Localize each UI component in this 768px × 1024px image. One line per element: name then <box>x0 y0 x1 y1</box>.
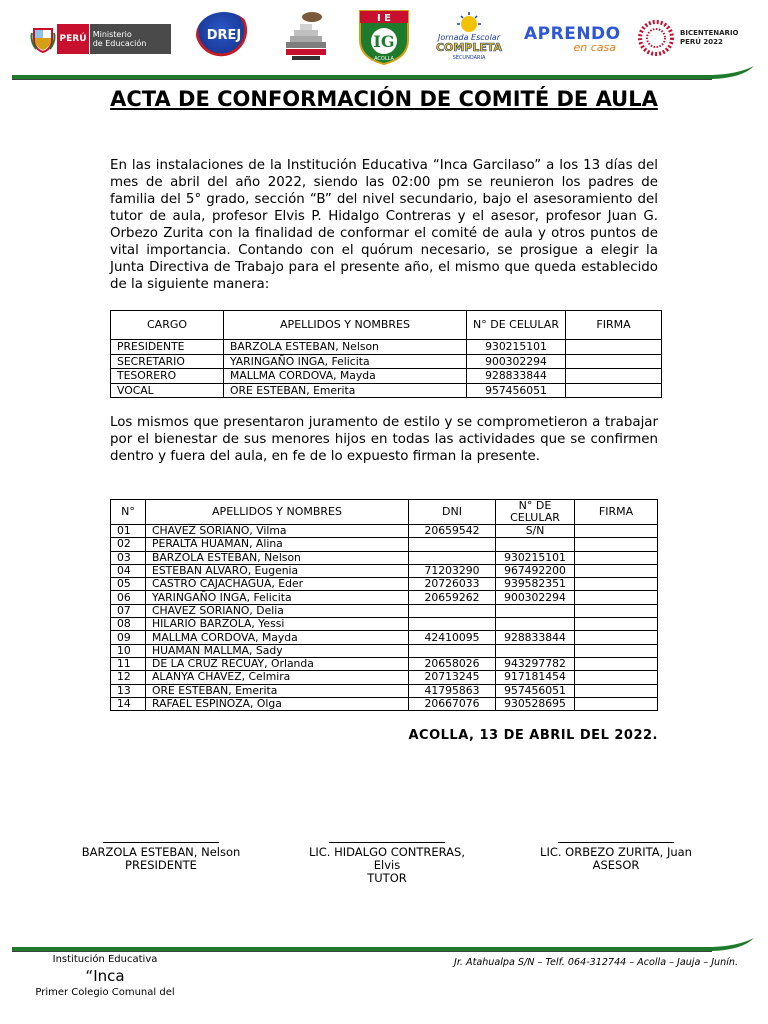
jornada-escolar-logo <box>430 12 508 62</box>
table-cell: 41795863 <box>409 684 496 697</box>
table-cell: 02 <box>111 538 146 551</box>
table-cell <box>575 644 658 657</box>
table-cell: 928833844 <box>496 631 575 644</box>
parents-header-row <box>111 500 658 525</box>
table-cell <box>575 657 658 670</box>
table-row <box>111 591 658 604</box>
table-cell: HILARIO BARZOLA, Yessi <box>146 618 409 631</box>
shield-monogram: IG <box>373 32 395 51</box>
footer-line3: Primer Colegio Comunal del <box>35 987 175 998</box>
table-cell: ORE ESTEBAN, Emerita <box>224 383 467 398</box>
table-cell <box>566 340 662 355</box>
table-cell: 05 <box>111 578 146 591</box>
table-cell: 71203290 <box>409 564 496 577</box>
document-title: ACTA DE CONFORMACIÓN DE COMITÉ DE AULA <box>110 87 658 111</box>
table-cell <box>575 538 658 551</box>
footer-line2: “Inca <box>85 967 125 985</box>
table-cell <box>575 551 658 564</box>
table-row <box>111 551 658 564</box>
committee-header-row <box>111 311 662 340</box>
table-cell <box>496 618 575 631</box>
table-cell: 930215101 <box>467 340 566 355</box>
table-cell <box>409 644 496 657</box>
date-line: ACOLLA, 13 DE ABRIL DEL 2022. <box>408 728 658 743</box>
table-cell: 928833844 <box>467 369 566 384</box>
table-cell <box>496 644 575 657</box>
peru-label: PERÚ <box>57 24 88 54</box>
signature-name: BARZOLA ESTEBAN, Nelson <box>81 845 241 859</box>
jornada-line3: SECUNDARIA <box>452 55 486 61</box>
table-cell: MALLMA CORDOVA, Mayda <box>146 631 409 644</box>
aprendo-main: APRENDO <box>524 24 621 44</box>
table-cell: 12 <box>111 671 146 684</box>
table-cell: 14 <box>111 697 146 710</box>
signature-asesor <box>526 842 706 872</box>
table-cell: ORE ESTEBAN, Emerita <box>146 684 409 697</box>
table-cell: 20726033 <box>409 578 496 591</box>
col-numero: N° <box>111 500 146 525</box>
table-cell: 11 <box>111 657 146 670</box>
peru-coat-of-arms-icon <box>28 24 57 54</box>
table-row <box>111 354 662 369</box>
col-nombres: APELLIDOS Y NOMBRES <box>224 311 467 340</box>
table-row <box>111 564 658 577</box>
table-cell <box>409 618 496 631</box>
header-divider <box>12 64 754 80</box>
school-shield-logo <box>357 8 411 66</box>
parents-table <box>110 499 658 711</box>
table-row <box>111 538 658 551</box>
bicentenario-logo <box>636 18 742 58</box>
table-cell: TESORERO <box>111 369 224 384</box>
table-cell: 04 <box>111 564 146 577</box>
table-cell <box>409 551 496 564</box>
col-dni: DNI <box>409 500 496 525</box>
table-row <box>111 618 658 631</box>
table-cell: 930215101 <box>496 551 575 564</box>
table-cell: 06 <box>111 591 146 604</box>
table-cell: HUAMAN MALLMA, Sady <box>146 644 409 657</box>
aprendo-en-casa-logo <box>524 24 621 58</box>
table-cell: 03 <box>111 551 146 564</box>
table-row <box>111 525 658 538</box>
table-row <box>111 671 658 684</box>
table-cell <box>409 538 496 551</box>
footer-address: Jr. Atahualpa S/N – Telf. 064-312744 – Acolla – Jauja – Junín. <box>454 957 738 968</box>
table-cell: RAFAEL ESPINOZA, Olga <box>146 697 409 710</box>
table-row <box>111 644 658 657</box>
table-cell: 957456051 <box>496 684 575 697</box>
footer-institution <box>30 954 180 1000</box>
table-cell: 10 <box>111 644 146 657</box>
ministry-label: Ministerio de Educación <box>89 24 171 54</box>
signature-role: TUTOR <box>367 871 407 885</box>
table-cell: BARZOLA ESTEBAN, Nelson <box>146 551 409 564</box>
bicentenario-ring-icon <box>636 18 676 58</box>
table-cell: 939582351 <box>496 578 575 591</box>
table-row <box>111 657 658 670</box>
table-cell <box>575 564 658 577</box>
table-row <box>111 697 658 710</box>
signature-line <box>558 842 674 843</box>
signature-name: LIC. ORBEZO ZURITA, Juan <box>540 845 692 859</box>
table-row <box>111 340 662 355</box>
table-cell <box>575 578 658 591</box>
table-cell: PERALTA HUAMAN, Alina <box>146 538 409 551</box>
signature-role: PRESIDENTE <box>125 858 197 872</box>
table-cell: YARINGAÑO INGA, Felicita <box>146 591 409 604</box>
table-cell: VOCAL <box>111 383 224 398</box>
table-cell: DE LA CRUZ RECUAY, Orlanda <box>146 657 409 670</box>
table-cell: 917181454 <box>496 671 575 684</box>
footer-divider <box>12 936 754 952</box>
table-cell: SECRETARIO <box>111 354 224 369</box>
table-cell <box>575 604 658 617</box>
signature-president <box>71 842 251 872</box>
table-cell: 01 <box>111 525 146 538</box>
table-cell: 13 <box>111 684 146 697</box>
table-cell: S/N <box>496 525 575 538</box>
table-cell <box>409 604 496 617</box>
col-firma: FIRMA <box>566 311 662 340</box>
table-cell <box>575 631 658 644</box>
table-cell: BARZOLA ESTEBAN, Nelson <box>224 340 467 355</box>
table-cell: 09 <box>111 631 146 644</box>
footer-line1: Institución Educativa <box>52 954 158 965</box>
table-cell <box>575 697 658 710</box>
table-cell: 967492200 <box>496 564 575 577</box>
table-cell: 957456051 <box>467 383 566 398</box>
table-row <box>111 369 662 384</box>
jornada-line1: Jornada Escolar <box>438 33 500 42</box>
school-building-logo <box>278 8 334 62</box>
table-cell: 07 <box>111 604 146 617</box>
table-cell: 900302294 <box>467 354 566 369</box>
col-celular: N° DE CELULAR <box>496 500 575 525</box>
table-cell: CASTRO CAJACHAGUA, Eder <box>146 578 409 591</box>
committee-table <box>110 310 662 398</box>
closing-paragraph: Los mismos que presentaron juramento de estilo y se comprometieron a trabajar por el bienestar de sus menores hijos en todas las actividades que se confirmen dentro y fuera del aula, en fe de lo expuesto firman la presente. <box>110 415 658 464</box>
table-cell: 20659542 <box>409 525 496 538</box>
col-cargo: CARGO <box>111 311 224 340</box>
aprendo-sub: en casa <box>573 41 616 54</box>
bicent-line2: PERÚ 2022 <box>680 38 723 46</box>
col-nombres: APELLIDOS Y NOMBRES <box>146 500 409 525</box>
col-celular: N° DE CELULAR <box>467 311 566 340</box>
table-cell <box>496 604 575 617</box>
bicent-line1: BICENTENARIO <box>680 29 739 37</box>
table-cell: 08 <box>111 618 146 631</box>
intro-paragraph: En las instalaciones de la Institución Educativa “Inca Garcilaso” a los 13 días del mes de abril del año 2022, siendo las 02:00 pm se reunieron los padres de familia del 5° grado, sección “B” del nivel secundario, bajo el asesoramiento del tutor de aula, profesor Elvis P. Hidalgo Contreras y el asesor, profesor Juan G. Orbezo Zurita con la finalidad de conformar el comité de aula y otros puntos de vital importancia. Contando con el quórum necesario, se prosigue a elegir la Junta Directiva de Trabajo para el presente año, el mismo que queda establecido de la siguiente manera: <box>110 158 658 292</box>
table-cell: 20658026 <box>409 657 496 670</box>
table-cell: 20713245 <box>409 671 496 684</box>
table-cell <box>566 354 662 369</box>
signature-name: LIC. HIDALGO CONTRERAS, Elvis <box>308 845 466 872</box>
shield-town: ACOLLA <box>374 56 394 62</box>
table-cell <box>566 383 662 398</box>
table-cell: ALANYA CHAVEZ, Celmira <box>146 671 409 684</box>
table-cell: 930528695 <box>496 697 575 710</box>
table-cell: CHAVEZ SORIANO, Vilma <box>146 525 409 538</box>
signature-role: ASESOR <box>592 858 640 872</box>
table-cell <box>575 525 658 538</box>
table-cell <box>566 369 662 384</box>
table-cell <box>575 591 658 604</box>
table-cell <box>575 671 658 684</box>
table-cell: ESTEBAN ALVARO, Eugenia <box>146 564 409 577</box>
table-cell: 42410095 <box>409 631 496 644</box>
table-cell <box>575 684 658 697</box>
table-cell <box>575 618 658 631</box>
signature-line <box>329 842 445 843</box>
table-cell: 943297782 <box>496 657 575 670</box>
signature-tutor <box>297 842 477 885</box>
table-row <box>111 684 658 697</box>
table-row <box>111 631 658 644</box>
shield-letters: I E <box>376 13 392 24</box>
table-row <box>111 604 658 617</box>
table-row <box>111 578 658 591</box>
table-cell: CHAVEZ SORIANO, Delia <box>146 604 409 617</box>
jornada-line2: COMPLETA <box>435 41 503 54</box>
table-cell: MALLMA CORDOVA, Mayda <box>224 369 467 384</box>
table-cell: PRESIDENTE <box>111 340 224 355</box>
table-cell: YARINGAÑO INGA, Felicita <box>224 354 467 369</box>
table-cell: 900302294 <box>496 591 575 604</box>
table-row <box>111 383 662 398</box>
table-cell <box>496 538 575 551</box>
table-cell: 20659262 <box>409 591 496 604</box>
minedu-logo <box>28 24 171 54</box>
drej-logo: DREJ <box>196 12 252 58</box>
col-firma: FIRMA <box>575 500 658 525</box>
signature-line <box>103 842 219 843</box>
table-cell: 20667076 <box>409 697 496 710</box>
